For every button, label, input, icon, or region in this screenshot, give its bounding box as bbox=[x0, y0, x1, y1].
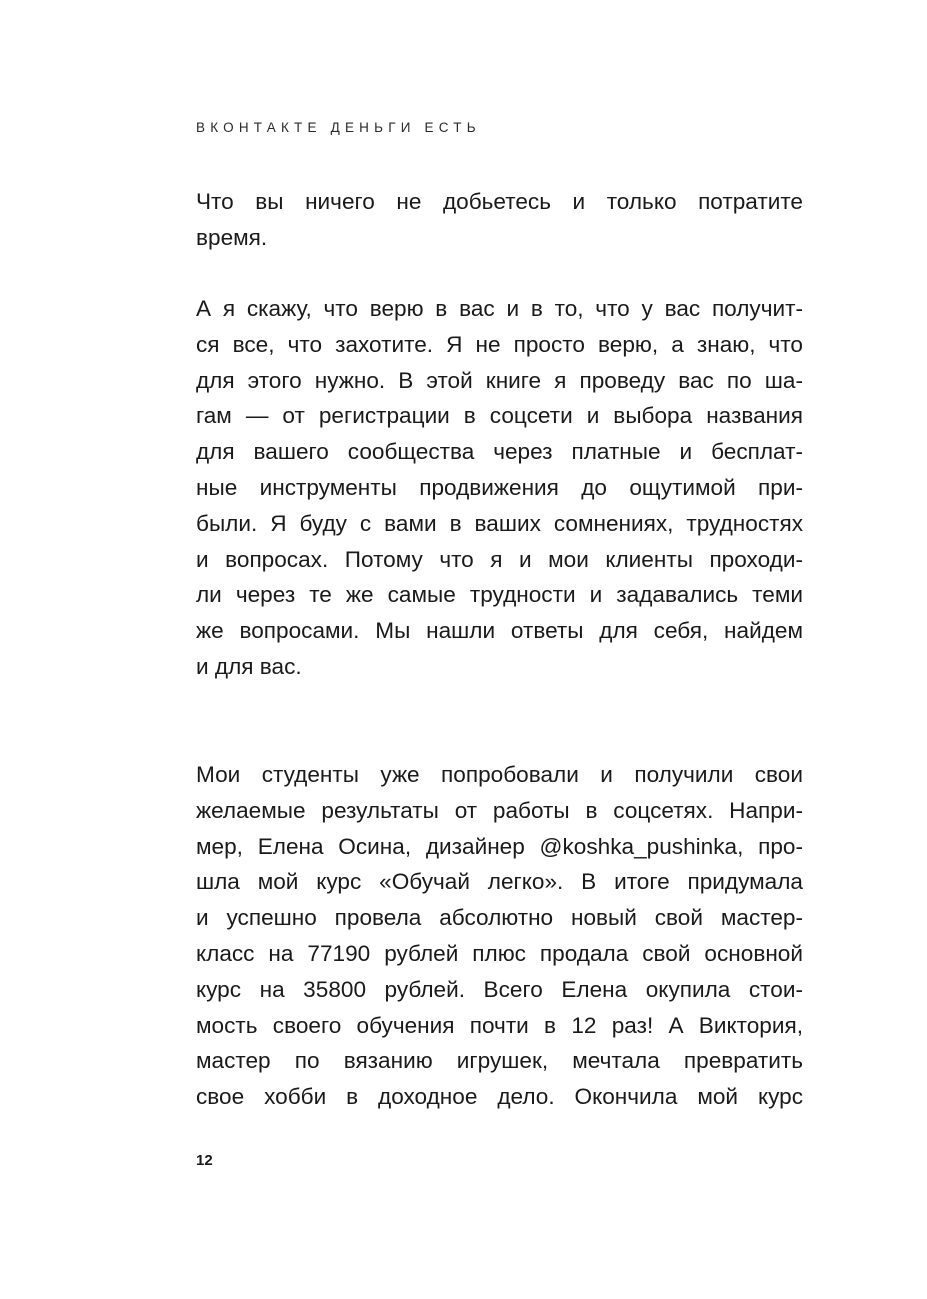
text-line: же вопросами. Мы нашли ответы для себя, найдем bbox=[196, 618, 803, 644]
text-line: и вопросах. Потому что я и мои клиенты проходи- bbox=[196, 546, 803, 572]
text-line: и для вас. bbox=[196, 653, 302, 679]
text-line: ные инструменты продвижения до ощутимой при- bbox=[196, 474, 803, 500]
page-number: 12 bbox=[196, 1152, 213, 1169]
text-line: мер, Елена Осина, дизайнер @koshka_pushinka, про- bbox=[196, 833, 803, 859]
text-line: курс на 35800 рублей. Всего Елена окупила стои- bbox=[196, 976, 803, 1002]
text-line: были. Я буду с вами в ваших сомнениях, трудностях bbox=[196, 510, 803, 536]
paragraph-2 bbox=[196, 291, 803, 685]
text-line: желаемые результаты от работы в соцсетях. Напри- bbox=[196, 797, 803, 823]
text-line: ся все, что захотите. Я не просто верю, а знаю, что bbox=[196, 331, 803, 357]
text-line: свое хобби в доходное дело. Окончила мой курс bbox=[196, 1084, 803, 1110]
text-line: Что вы ничего не добьетесь и только потратите bbox=[196, 189, 803, 214]
paragraph-1 bbox=[196, 184, 803, 256]
text-line: шла мой курс «Обучай легко». В итоге придумала bbox=[196, 869, 803, 895]
text-line: класс на 77190 рублей плюс продала свой основной bbox=[196, 940, 803, 966]
text-line: мость своего обучения почти в 12 раз! А Виктория, bbox=[196, 1012, 803, 1038]
text-line: время. bbox=[196, 224, 268, 250]
text-line: ли через те же самые трудности и задавались теми bbox=[196, 582, 803, 608]
text-line: гам — от регистрации в соцсети и выбора названия bbox=[196, 403, 803, 429]
running-header: ВКОНТАКТЕ ДЕНЬГИ ЕСТЬ bbox=[196, 120, 481, 135]
text-line: и успешно провела абсолютно новый свой мастер- bbox=[196, 905, 803, 931]
text-line: мастер по вязанию игрушек, мечтала превратить bbox=[196, 1048, 803, 1074]
text-line: для вашего сообщества через платные и бесплат- bbox=[196, 439, 803, 465]
text-line: Мои студенты уже попробовали и получили свои bbox=[196, 762, 803, 787]
text-line: А я скажу, что верю в вас и в то, что у вас получит- bbox=[196, 296, 803, 321]
paragraph-3 bbox=[196, 757, 803, 1115]
text-line: для этого нужно. В этой книге я проведу вас по ша- bbox=[196, 367, 803, 393]
